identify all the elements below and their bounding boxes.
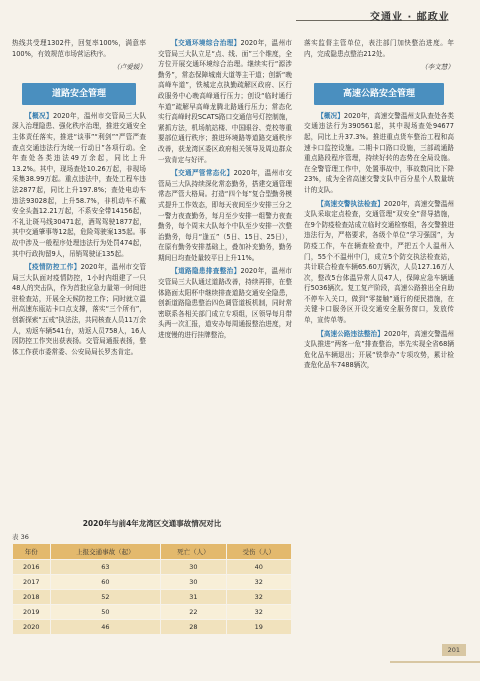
table-header-cell: 受伤（人） <box>226 544 291 560</box>
table-cell: 46 <box>50 620 161 635</box>
table-cell: 30 <box>161 575 226 590</box>
paragraph <box>12 111 146 259</box>
paragraph-text: 2020年，温州市交管局三大队通过道路改善，持续再排，在整体路面太阳杯中继续排查道路交通安全隐患，创新道路隐患整治四色调管道板机制，同时常密联系各相关部门成立专项组，区领导每月带头两一次汇报，道安办每周通报整治进度，对进度慢的进行挂牌整治， <box>158 267 293 340</box>
table-row <box>13 560 292 575</box>
paragraph <box>158 168 292 263</box>
column-middle <box>158 38 292 344</box>
section-title-highway-safety: 高速公路安全管理 <box>314 83 444 105</box>
table-cell: 60 <box>50 575 161 590</box>
table-cell: 32 <box>226 575 291 590</box>
table-title: 2020年与前4年龙湾区交通事故情况对比 <box>82 519 222 528</box>
subheading: 【高速交警执法检查】 <box>317 199 384 208</box>
table-row <box>13 575 292 590</box>
column-right <box>304 38 454 374</box>
table-cell: 19 <box>226 620 291 635</box>
author-signature: （卢爱媛） <box>113 63 146 72</box>
paragraph: 热线共受理1302件，回复率100%，满意率100%，有效规范市场营运秩序。 <box>12 39 146 58</box>
paragraph-text: 2020年，高速交警温州支队采取定点检查，交通管理“双安全”督导措施，在9个防疫检查站成立临时交通检察组，各交警推进违法行为，严格要求，各级个单位“学习强国”，为防疫工作，车在辆查检查中，严把五个人温州入门，55个不温州中门，成立5个防交执法检查站，共计联合检查车辆65.60万辆次，人员127.16万人次，整改5台体温异常人员47人，保障应急车辆通行5036辆次。复工复产阶段，高速公路推出全自助不停车入关口，做到“零接触”通行的便民措施，在关键卡口服务区开设交通安全服务窗口，发放传单，宣传单等。 <box>304 199 455 325</box>
paragraph-text: 2020年，温州市交管局三大队面对疫情防控，1小时内组建了一只48人的突击队，作为首批应急力量第一时间进驻检查站，开展全天候防控工作；同时就立温州高速东瓯站卡口点支撑，落实“三个所有”，创新探索“五戒”执法法，共同核查人员11万余人，劝返车辆541台，劝返人员758人，16人因防控工作突出获表扬。交管局通报表扬，整体工作获市委常委、公安局局长罗杰肯定。 <box>12 263 147 356</box>
table-cell: 2018 <box>13 590 51 605</box>
table-header-row <box>13 544 292 560</box>
column-left <box>12 38 146 360</box>
subheading: 【交通环境综合治理】 <box>171 39 241 47</box>
paragraph-text: 2020年，温州市交管局三大队深入治理隐患、强化秩序治理，推进交通安全主体责任落实，推进“谈事”“利剑”“严管严查查点交通违法行为统一行动日”各项行动。全年查处各类违法49万余起，同比上升13.2%。其中，现场查处10.26万起，非现场采集38.99万起。重点违法中，查处工程车违法2877起，同比上升197.8%；查处电动车违法93028起，上升58.7%，非机动车不戴安全头盔12.21万起，不系安全带14156起，不礼让斑马线30471起，酒驾驾驶1877起，其中交通肇事等12起，危险驾驶案135起。事故中涉及一般程序处理违法行为处罚474起，其中行政拘留9人，吊销驾驶证135起。 <box>12 111 147 258</box>
author-signature: （李文慧） <box>421 63 454 72</box>
footer-rule <box>390 661 480 663</box>
subheading: 【交通严管常态化】 <box>171 169 234 178</box>
table-cell: 32 <box>226 605 291 620</box>
paragraph <box>12 262 146 357</box>
table-cell: 2020 <box>13 620 51 635</box>
paragraph-text: 2020年，温州市交管局三大队持续深化常态勤务，搭建交通管理常态严管大格局。打造“四个每”复合型勤务模式提升工作效态，即每天夜间至少安排三分之一警力夜查勤务，每月至少安排一组警力夜查勤务，每个周末大队每个中队至少安排一次整治勤务，每月“逢五”（5日、15日、25日），在原有勤务安排基础上，叠加补充勤务，勤务期间日均查处量较平日上升11%。 <box>158 169 293 262</box>
table-number: 表 36 <box>12 533 29 541</box>
paragraph-text: 2020年，温州市交管局三大队立足“点、线、面”三个维度，全方位开展交通环境综合治理。继续实行“源涉勤务”，常态保障城南大道等主干道；创新“晚高峰车道”，铁城定点执勤疏解区政府、区行政服务中心晚高峰通行压力；创设“临时通行车道”疏解早高峰龙腾北路通行压力；常态化实行高峰时段SCATS路口交通信号灯控制施，紧抓方法，机场航站楼、中国眼谷、党校等重要部位通行秩序；推进环境路等道路交通秩序改善，获龙湾区委区政府相关领导及周边群众一致肯定与好评。 <box>158 39 293 164</box>
table-header-cell: 死亡（人） <box>161 544 226 560</box>
accident-table-block <box>12 518 292 635</box>
running-header: 交通业 · 邮政业 <box>370 12 450 23</box>
table-cell: 40 <box>226 560 291 575</box>
table-header-cell: 年份 <box>13 544 51 560</box>
table-header-cell: 上报交通事故（起） <box>50 544 161 560</box>
paragraph <box>158 266 292 340</box>
subheading: 【概况】 <box>317 111 344 120</box>
table-row <box>13 620 292 635</box>
table-cell: 2019 <box>13 605 51 620</box>
subheading: 【概况】 <box>25 111 53 120</box>
section-title-road-safety: 道路安全管理 <box>22 83 136 105</box>
paragraph-text: 2020年，高速交警温州支队查处各类交通违法行为390561起，其中现场查处94677起，同比上升37.3%。推进重点货车整治工程和高速卡口监控设施。二期卡口路口设施，三部疏通路重点路段程序管理，持续好转的态势在全局设施。在全警管理工作中，处置事故中，事故数同比下降23%，成为全省高速交警支队中百分星个人数量统计的支队。 <box>304 111 455 194</box>
paragraph: 落实监督主管单位，表注部门加快整治进度。年内，完成隐患点整治212处。 <box>304 39 454 58</box>
table-row <box>13 590 292 605</box>
paragraph <box>304 199 454 326</box>
table-cell: 52 <box>50 590 161 605</box>
table-cell: 32 <box>226 590 291 605</box>
accident-table <box>12 543 292 635</box>
table-cell: 31 <box>161 590 226 605</box>
table-cell: 63 <box>50 560 161 575</box>
page-number: 201 <box>442 644 466 656</box>
table-cell: 22 <box>161 605 226 620</box>
table-cell: 30 <box>161 560 226 575</box>
subheading: 【疫情防控工作】 <box>25 263 81 272</box>
table-cell: 2017 <box>13 575 51 590</box>
subheading: 【道路隐患排查整治】 <box>171 267 241 276</box>
subheading: 【高速公路违法整治】 <box>317 329 384 338</box>
paragraph <box>304 329 454 371</box>
table-row <box>13 605 292 620</box>
paragraph <box>304 111 454 196</box>
table-cell: 28 <box>161 620 226 635</box>
table-cell: 2016 <box>13 560 51 575</box>
table-cell: 50 <box>50 605 161 620</box>
paragraph <box>158 38 292 165</box>
paragraph-text: 2020年，高速交警温州支队推进“两客一危”排查整治，率先实现全省68辆危化品车辆退出；开展“铁拳办”专项攻势，累计检查危化品车7488辆次， <box>304 329 455 370</box>
